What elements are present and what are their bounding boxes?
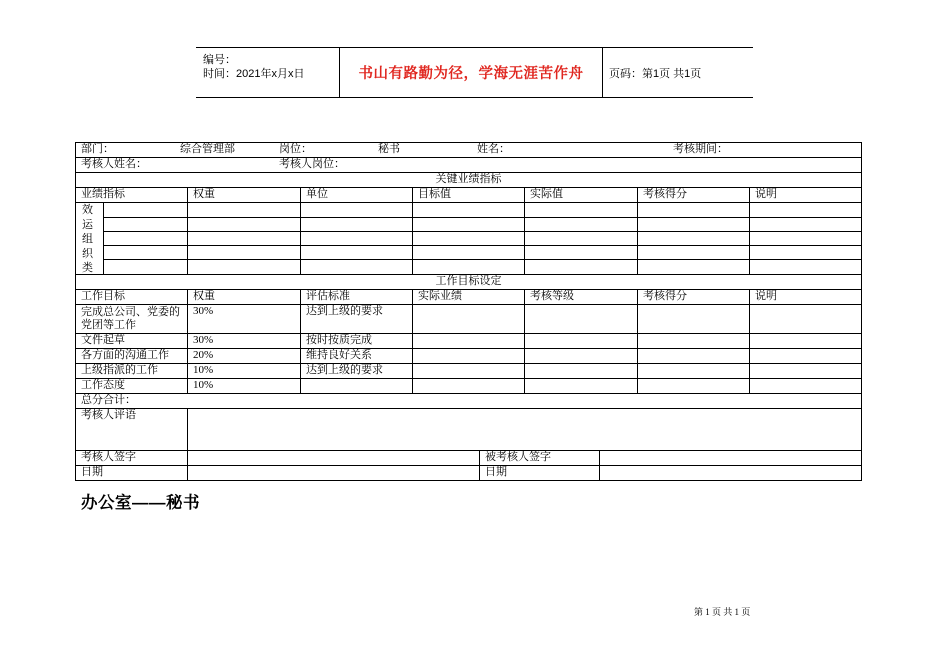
kpi-grid-lines [76,203,861,274]
assessee-date-label: 日期 [479,466,599,480]
goal-grade [524,305,637,333]
dept-value: 综合管理部 [180,143,235,155]
assessor-sign-field[interactable] [187,451,479,465]
goal-remark [749,379,861,393]
goal-grade [524,334,637,348]
assessee-sign-field[interactable] [599,451,861,465]
goal-standard: 达到上级的要求 [300,305,412,333]
goal-text: 文件起草 [81,334,125,346]
name-label: 姓名： [477,143,510,155]
header-motto-cell [340,48,603,97]
goals-header-remark: 说明 [749,290,861,304]
kpi-body [76,203,861,275]
kpi-category-char: 效 [82,204,93,216]
comment-field[interactable] [187,409,861,450]
goal-actual [412,349,524,363]
goals-header-weight: 权重 [187,290,300,304]
kpi-header-target: 目标值 [412,188,524,202]
dept-label: 部门： [81,143,114,155]
evaluation-form [75,142,862,481]
document-header [196,47,753,98]
assessor-name-label: 考核人姓名： [81,158,147,170]
goals-header-grade: 考核等级 [524,290,637,304]
goal-actual [412,364,524,378]
goal-score [637,305,749,333]
goal-grade [524,349,637,363]
kpi-category-char: 类 [82,262,93,274]
kpi-category-char: 运 [82,218,93,231]
goal-weight: 10% [187,379,300,393]
post-label: 岗位： [279,143,312,155]
serial-label: 编号： [203,54,236,66]
goals-header-standard: 评估标准 [300,290,412,304]
date-label: 时间：2021年x月x日 [203,68,305,80]
kpi-header-score: 考核得分 [637,188,749,202]
goal-actual [412,305,524,333]
goal-remark [749,334,861,348]
goal-weight: 10% [187,364,300,378]
goal-text: 完成总公司、党委的党团等工作 [81,306,180,331]
goal-text: 工作态度 [81,379,125,391]
motto: 书山有路勤为径，学海无涯苦作舟 [358,66,584,82]
goal-row [76,305,861,334]
kpi-header-actual: 实际值 [524,188,637,202]
header-page-cell [603,48,753,97]
goal-score [637,379,749,393]
goals-header-row [76,290,861,305]
goal-grade [524,364,637,378]
goal-row [76,349,861,364]
goal-standard: 按时按质完成 [300,334,412,348]
kpi-header-remark: 说明 [749,188,861,202]
goal-standard [300,379,412,393]
comment-label: 考核人评语 [81,409,136,421]
goal-score [637,364,749,378]
signature-row [76,451,861,466]
page-info: 页码：第1页 共1页 [609,67,702,80]
goal-remark [749,305,861,333]
kpi-category-char: 组 [82,233,93,245]
total-label: 总分合计： [81,394,136,406]
goal-standard: 维持良好关系 [300,349,412,363]
goals-section-title: 工作目标设定 [435,275,502,287]
total-row [76,394,861,409]
post-value: 秘书 [378,143,400,155]
document-title: 办公室——秘书 [81,494,200,512]
comment-row [76,409,861,451]
goal-remark [749,349,861,363]
goals-section-title-row [76,275,861,290]
assessor-sign-label: 考核人签字 [81,451,136,463]
info-row-2 [76,158,861,173]
goal-weight: 30% [187,334,300,348]
assessor-post-label: 考核人岗位： [279,158,345,170]
goal-text: 各方面的沟通工作 [81,349,169,361]
assessee-date-field[interactable] [599,466,861,480]
assessor-date-label: 日期 [81,466,103,478]
goal-actual [412,379,524,393]
kpi-section-title-row [76,173,861,188]
kpi-header-unit: 单位 [300,188,412,202]
page-number: 第 1 页 共 1 页 [694,607,751,617]
goal-row [76,364,861,379]
assessee-sign-label: 被考核人签字 [479,451,599,465]
assessor-date-field[interactable] [187,466,479,480]
date-row [76,466,861,480]
kpi-section-title: 关键业绩指标 [435,173,502,185]
goal-grade [524,379,637,393]
kpi-header-row [76,188,861,203]
goal-standard: 达到上级的要求 [300,364,412,378]
goals-header-score: 考核得分 [637,290,749,304]
period-label: 考核期间： [673,143,728,155]
goal-row [76,334,861,349]
goal-weight: 30% [187,305,300,333]
goal-text: 上级指派的工作 [81,364,158,376]
goal-remark [749,364,861,378]
kpi-header-indicator: 业绩指标 [81,188,125,200]
goal-weight: 20% [187,349,300,363]
kpi-header-weight: 权重 [187,188,300,202]
goals-header-goal: 工作目标 [81,290,125,302]
goals-header-actual: 实际业绩 [412,290,524,304]
kpi-category-char: 织 [82,247,93,260]
goal-score [637,334,749,348]
goal-score [637,349,749,363]
info-row-1 [76,143,861,158]
header-meta-cell [196,48,340,97]
goal-row [76,379,861,394]
goal-actual [412,334,524,348]
